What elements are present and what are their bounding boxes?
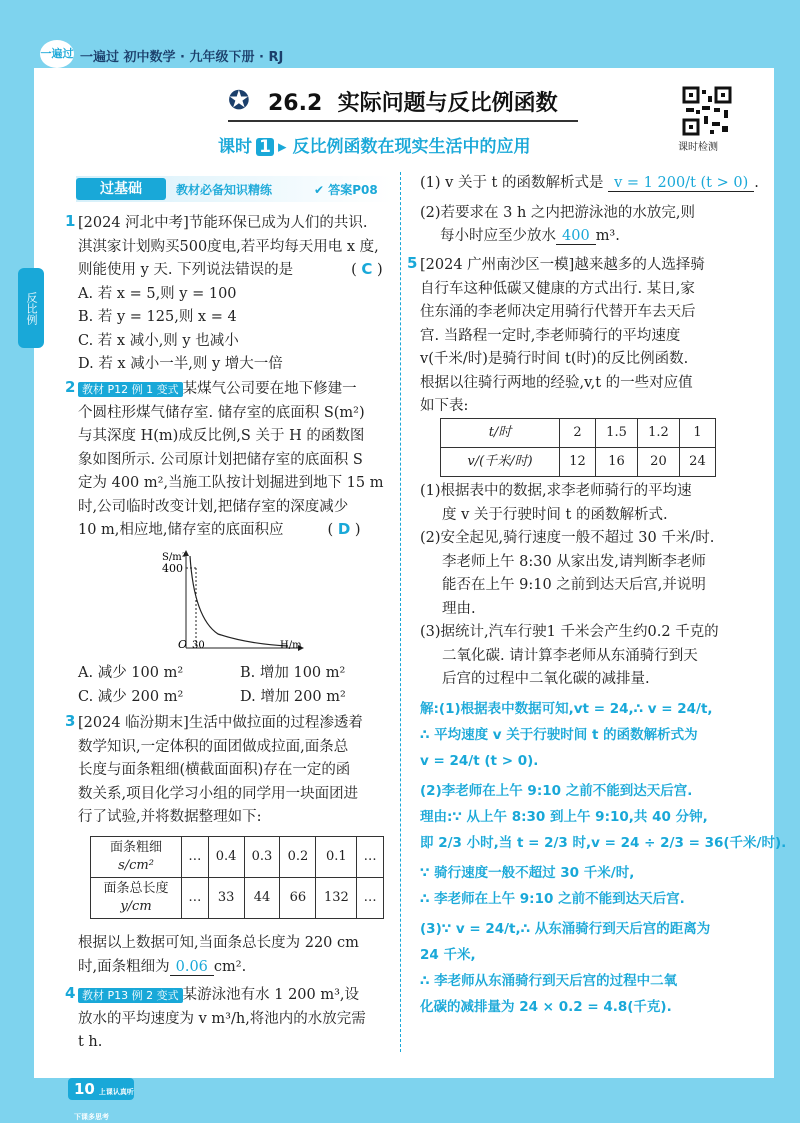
column-divider [400, 172, 401, 1052]
graph-origin: O [178, 638, 188, 651]
option: B. 增加 100 m² [240, 665, 346, 681]
option: A. 若 x = 5,则 y = 100 [78, 285, 237, 302]
qr-code-icon[interactable] [682, 86, 732, 136]
graph-ytick: 400 [162, 562, 183, 575]
textbook-tag: 教材 P13 例 2 变式 [78, 988, 183, 1003]
speed-time-table: t/时 2 1.5 1.2 1 v/(千米/时) 12 16 20 24 [440, 418, 716, 477]
question-5: 5 [2024 广州南沙区一模]越来越多的人选择骑 自行车这种低碳又健康的方式出行. 某日,家 住东涌的李老师决定用骑行代替开车去天后 宫. 当路程一定时,李老师骑行的平均速度 v(千米/时)是骑行时间 t(时)的反比例函数. 根据以往骑行两地的经验,v,t 的一些对应值 如下表: [407, 254, 705, 414]
answer-q2: D [337, 520, 351, 538]
question-1: 1 [2024 河北中考]节能环保已成为人们的共识. 淇淇家计划购买500度电,若平均每天用电 x 度, 则能使用 y 天. 下列说法错误的是 ( C ) A. 若 x = 5,则 y = 100 B. 若 y = 125,则 x = 4 C. 若 x 减小,则 y 也减小 D. 若 x 减小一半,则 y 增大一倍 [78, 212, 383, 377]
graph-xlabel: H/m [280, 640, 302, 651]
side-tab: 反比例 [18, 268, 44, 348]
series-logo: 一遍过 [40, 40, 74, 68]
graph-ylabel: S/m² [162, 552, 186, 563]
footer-note: 上课认真听 下课多思考 [74, 1088, 134, 1121]
section-title: 实际问题与反比例函数 [337, 91, 558, 116]
textbook-tag: 教材 P12 例 1 变式 [78, 382, 183, 397]
question-4-subs: (1) v 关于 t 的函数解析式是 v = 1 200/t (t > 0) . (2)若要求在 3 h 之内把游泳池的水放完,则 每小时应至少放水 400 m³. [420, 175, 759, 244]
section-number: 26.2 [268, 91, 323, 116]
answer-q3: 0.06 [170, 959, 214, 976]
q3-conclusion: 根据以上数据可知,当面条总长度为 220 cm 时,面条粗细为 0.06 cm². [78, 935, 359, 975]
question-3: 3 [2024 临汾期末]生活中做拉面的过程渗透着 数学知识,一定体积的面团做成拉面,面条总 长度与面条粗细(横截面面积)存在一定的函 数关系,项目化学习小组的同学用一块面团进 行了试验,并将数据整理如下: [65, 712, 363, 825]
section-header [76, 176, 392, 202]
solution: 解:(1)根据表中数据可知,vt = 24,∴ v = 24/t, ∴ 平均速度 v 关于行驶时间 t 的函数解析式为 v = 24/t (t > 0). (2)李老师在上午 9:10 之前不能到达天后宫. 理由:∵ 从上午 8:30 到上午 9:10,共 40 分钟, 即 2/3 小时,当 t = 2/3 时,v = 24 ÷ 2/3 = 36(千米/时). ∵ 骑行速度一般不超过 30 千米/时, ∴ 李老师在上午 9:10 之前不能到达天后宫. (3)∵ v = 24/t,∴ 从东涌骑行到天后宫的距离为 24 千米, ∴ 李老师从东涌骑行到天后宫的过程中二氧 化碳的减排量为 24 × 0.2 = 4.8(千克). [420, 701, 787, 1015]
answer-q4-2: 400 [556, 228, 596, 245]
q2-options [78, 662, 396, 709]
series-header: 一遍过 初中数学 · 九年级下册 · RJ [80, 50, 284, 65]
page-title [228, 84, 578, 118]
option: D. 增加 200 m² [240, 688, 346, 705]
option: B. 若 y = 125,则 x = 4 [78, 309, 237, 325]
noodle-table: 面条粗细 s/cm² … 0.4 0.3 0.2 0.1 … 面条总长度 y/cm … 33 44 66 132 … [90, 836, 384, 919]
q5-subquestions: (1)根据表中的数据,求李老师骑行的平均速 度 v 关于行驶时间 t 的函数解析式. (2)安全起见,骑行速度一般不超过 30 千米/时. 李老师上午 8:30 从家出发,请判断李老师 能否在上午 9:10 之前到达天后宫,并说明 理由. (3)据统计,汽车行驶1 千米会产生约0.2 千克的 二氧化碳. 请计算李老师从东涌骑行到天 后宫的过程中二氧化碳的减排量. [420, 483, 719, 687]
star-icon: ✪ [228, 86, 250, 116]
question-2: 2 教材 P12 例 1 变式 某煤气公司要在地下修建一 个圆柱形煤气储存室. 储存室的底面积 S(m²) 与其深度 H(m)成反比例,S 关于 H 的函数图 象如图所示. 公司原计划把储存室的底面积 S 定为 400 m²,当施工队按计划掘进到地下 15 m 时,公司临时改变计划,把储存室的深度减少 10 m,相应地,储存室的底面积应 ( D ) [65, 378, 384, 538]
option: D. 若 x 减小一半,则 y 增大一倍 [78, 356, 283, 372]
option: C. 减少 200 m² [78, 688, 184, 705]
option: A. 减少 100 m² [78, 665, 184, 681]
inverse-graph [148, 548, 308, 652]
section-subtitle: 教材必备知识精练 [176, 183, 273, 197]
section-badge: 过基础 [76, 178, 166, 200]
qr-label: 课时检测 [678, 142, 718, 153]
answer-q4-1: v = 1 200/t (t > 0) [608, 175, 754, 192]
answer-ref: ✔ 答案P08 [314, 183, 378, 197]
option: C. 若 x 减小,则 y 也减小 [78, 332, 239, 349]
graph-xtick: 30 [192, 640, 205, 651]
answer-q1: C [361, 260, 373, 278]
page-number: 10 上课认真听 下课多思考 [68, 1078, 134, 1100]
lesson-title: 课时 1 ▸ 反比例函数在现实生活中的应用 [218, 137, 531, 157]
question-4: 4 教材 P13 例 2 变式 某游泳池有水 1 200 m³,设 放水的平均速度为 v m³/h,将池内的水放完需 t h. [65, 984, 366, 1050]
